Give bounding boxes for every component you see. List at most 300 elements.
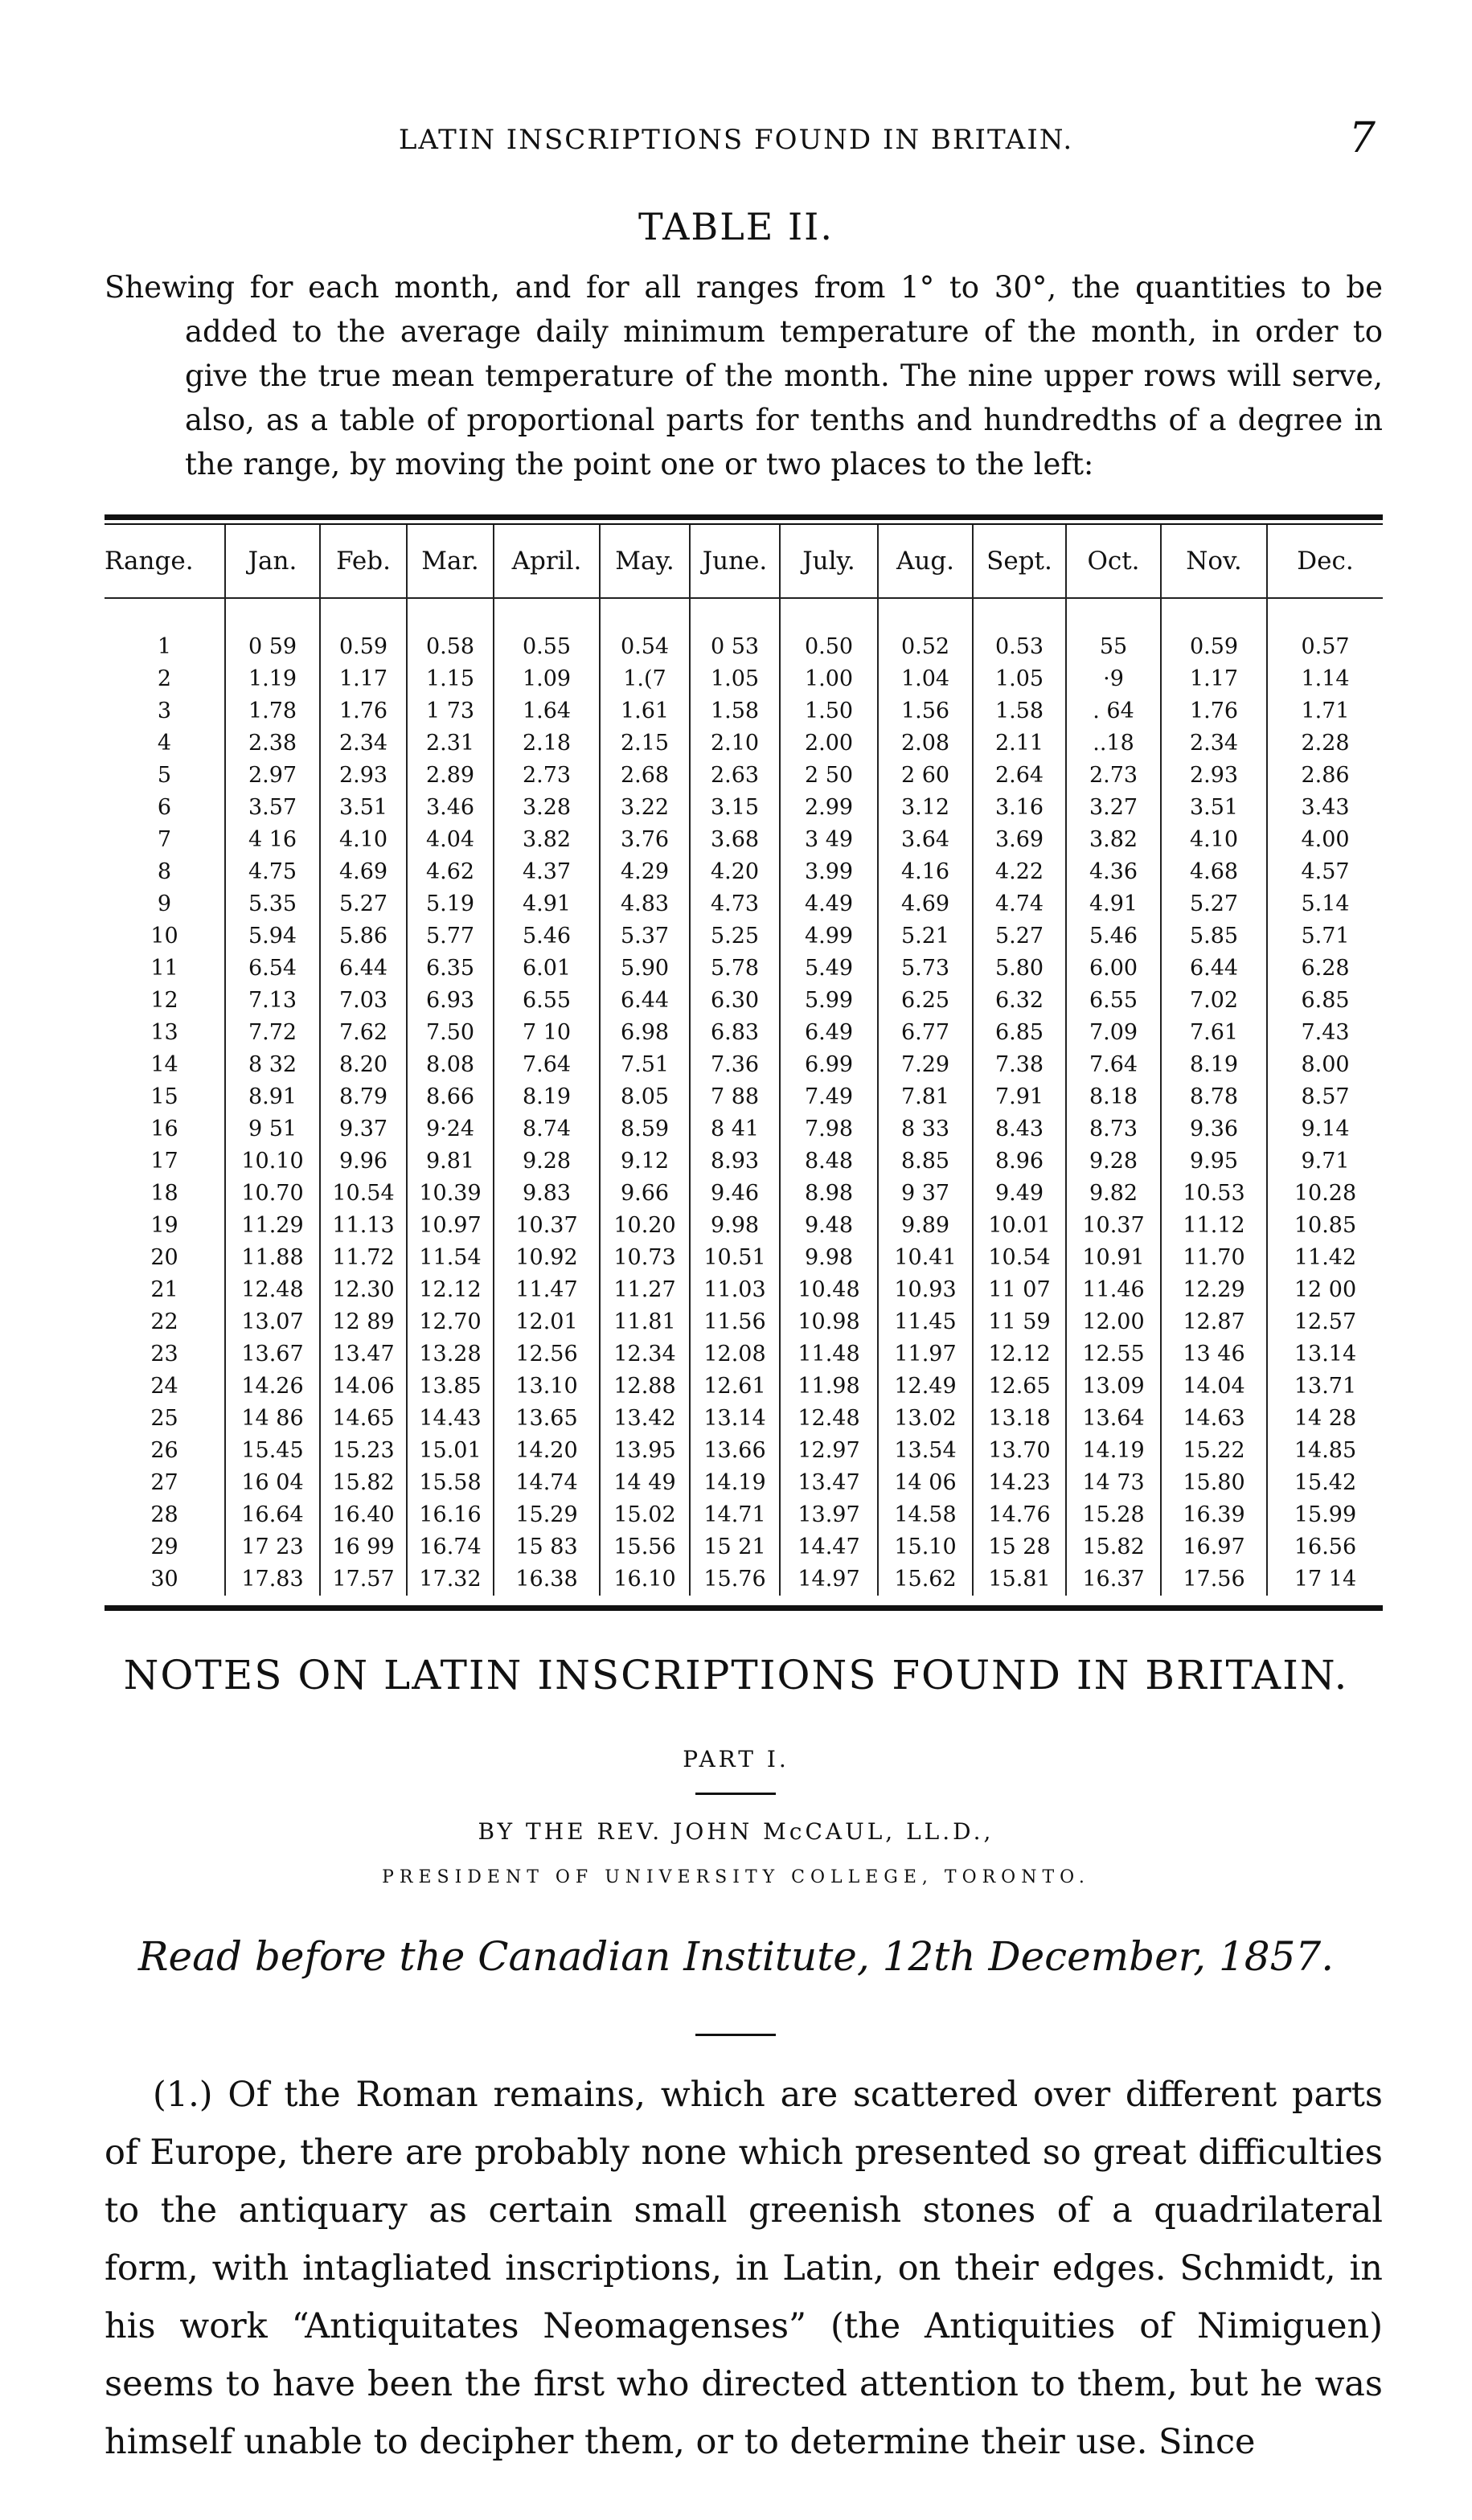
table-row	[105, 1371, 1383, 1403]
value-cell: 15.02	[600, 1499, 690, 1531]
value-cell: 11.54	[407, 1242, 494, 1274]
value-cell: 5.14	[1267, 888, 1383, 920]
value-cell: 8 41	[690, 1113, 780, 1145]
table-row	[105, 1113, 1383, 1145]
value-cell: 0.58	[407, 598, 494, 663]
value-cell: 4.20	[690, 856, 780, 888]
value-cell: 14.97	[780, 1563, 878, 1596]
value-cell: 11 59	[973, 1306, 1066, 1338]
value-cell: 11.56	[690, 1306, 780, 1338]
value-cell: 4.10	[1161, 824, 1267, 856]
value-cell: 13.67	[225, 1338, 320, 1371]
value-cell: 0.54	[600, 598, 690, 663]
table-row	[105, 1017, 1383, 1049]
value-cell: 15.28	[1066, 1499, 1161, 1531]
value-cell: 12.12	[407, 1274, 494, 1306]
value-cell: 4.69	[320, 856, 407, 888]
column-header: Jan.	[225, 525, 320, 598]
value-cell: 15.29	[494, 1499, 600, 1531]
value-cell: 9.48	[780, 1210, 878, 1242]
value-cell: 2.89	[407, 760, 494, 792]
value-cell: 6.01	[494, 953, 600, 985]
range-cell: 21	[150, 1277, 178, 1302]
column-header: Sept.	[973, 525, 1066, 598]
value-cell: 9.95	[1161, 1145, 1267, 1178]
column-header: Mar.	[407, 525, 494, 598]
value-cell: 8.20	[320, 1049, 407, 1081]
value-cell: 8.78	[1161, 1081, 1267, 1113]
value-cell: 2.28	[1267, 727, 1383, 760]
value-cell: 0.52	[878, 598, 973, 663]
value-cell: 2.93	[1161, 760, 1267, 792]
value-cell: 13.54	[878, 1435, 973, 1467]
value-cell: 14 49	[600, 1467, 690, 1499]
value-cell: 13.09	[1066, 1371, 1161, 1403]
table-row	[105, 888, 1383, 920]
value-cell: 14.85	[1267, 1435, 1383, 1467]
table-row	[105, 727, 1383, 760]
range-cell: 22	[150, 1309, 178, 1334]
article-title: NOTES ON LATIN INSCRIPTIONS FOUND IN BRITAIN.	[123, 1652, 1349, 1698]
value-cell: 6.49	[780, 1017, 878, 1049]
value-cell: 9.83	[494, 1178, 600, 1210]
value-cell: 7.91	[973, 1081, 1066, 1113]
value-cell: 4.57	[1267, 856, 1383, 888]
table-row	[105, 1499, 1383, 1531]
value-cell: 12.30	[320, 1274, 407, 1306]
column-header: Aug.	[878, 525, 973, 598]
value-cell: 14.76	[973, 1499, 1066, 1531]
value-cell: 12.01	[494, 1306, 600, 1338]
value-cell: 8.96	[973, 1145, 1066, 1178]
value-cell: 5.49	[780, 953, 878, 985]
article-part: PART I.	[683, 1746, 789, 1772]
value-cell: 8.66	[407, 1081, 494, 1113]
table-row	[105, 1403, 1383, 1435]
value-cell: 10.28	[1267, 1178, 1383, 1210]
value-cell: 16.97	[1161, 1531, 1267, 1563]
table-row	[105, 824, 1383, 856]
value-cell: 12.00	[1066, 1306, 1161, 1338]
value-cell: 16.74	[407, 1531, 494, 1563]
value-cell: 15.82	[320, 1467, 407, 1499]
value-cell: 8.00	[1267, 1049, 1383, 1081]
value-cell: 9.89	[878, 1210, 973, 1242]
value-cell: 0.59	[1161, 598, 1267, 663]
value-cell: 5.99	[780, 985, 878, 1017]
value-cell: 12.56	[494, 1338, 600, 1371]
value-cell: 4.91	[494, 888, 600, 920]
value-cell: 3.82	[1066, 824, 1161, 856]
value-cell: 9.46	[690, 1178, 780, 1210]
column-header: Range.	[105, 525, 225, 598]
value-cell: 4.69	[878, 888, 973, 920]
value-cell: 13.28	[407, 1338, 494, 1371]
value-cell: 9.82	[1066, 1178, 1161, 1210]
value-cell: 4.04	[407, 824, 494, 856]
range-cell: 4	[157, 731, 172, 756]
value-cell: 7.98	[780, 1113, 878, 1145]
value-cell: 6.83	[690, 1017, 780, 1049]
value-cell: 3.22	[600, 792, 690, 824]
value-cell: 9.71	[1267, 1145, 1383, 1178]
value-cell: 2.08	[878, 727, 973, 760]
value-cell: 15.99	[1267, 1499, 1383, 1531]
value-cell: 7.61	[1161, 1017, 1267, 1049]
value-cell: 6.98	[600, 1017, 690, 1049]
page-number: 7	[1348, 114, 1376, 162]
range-cell: 3	[157, 699, 172, 723]
value-cell: 10.10	[225, 1145, 320, 1178]
value-cell: 1.17	[320, 663, 407, 695]
range-cell: 17	[150, 1149, 178, 1174]
table-header-row	[105, 525, 1383, 598]
value-cell: 1.58	[690, 695, 780, 727]
value-cell: 6.28	[1267, 953, 1383, 985]
value-cell: 10.39	[407, 1178, 494, 1210]
value-cell: 14.58	[878, 1499, 973, 1531]
value-cell: 3.69	[973, 824, 1066, 856]
value-cell: 1.(7	[600, 663, 690, 695]
value-cell: 5.90	[600, 953, 690, 985]
value-cell: 8.05	[600, 1081, 690, 1113]
value-cell: 1.14	[1267, 663, 1383, 695]
value-cell: 10.54	[320, 1178, 407, 1210]
value-cell: 11.97	[878, 1338, 973, 1371]
value-cell: 7 88	[690, 1081, 780, 1113]
value-cell: 12 00	[1267, 1274, 1383, 1306]
table-row	[105, 1531, 1383, 1563]
value-cell: 9.36	[1161, 1113, 1267, 1145]
value-cell: 3.99	[780, 856, 878, 888]
value-cell: 2.10	[690, 727, 780, 760]
value-cell: 7.72	[225, 1017, 320, 1049]
value-cell: 17.83	[225, 1563, 320, 1596]
value-cell: 3.64	[878, 824, 973, 856]
value-cell: 7.43	[1267, 1017, 1383, 1049]
value-cell: 2.34	[320, 727, 407, 760]
value-cell: 5.71	[1267, 920, 1383, 953]
value-cell: 10.54	[973, 1242, 1066, 1274]
value-cell: 14.63	[1161, 1403, 1267, 1435]
value-cell: 5.85	[1161, 920, 1267, 953]
value-cell: 2.34	[1161, 727, 1267, 760]
column-header: April.	[494, 525, 600, 598]
value-cell: 17 23	[225, 1531, 320, 1563]
value-cell: 15.82	[1066, 1531, 1161, 1563]
value-cell: 5.73	[878, 953, 973, 985]
range-cell: 6	[157, 795, 172, 820]
value-cell: 16.37	[1066, 1563, 1161, 1596]
range-cell: 24	[150, 1374, 178, 1399]
value-cell: 6.00	[1066, 953, 1161, 985]
value-cell: 1.61	[600, 695, 690, 727]
paragraph-1: (1.) Of the Roman remains, which are scattered over different parts of Europe, there are probably none which presented so great difficulties to the antiquary as certain small greenish stones of a quadrilateral form, with intagliated inscriptions, in Latin, on their edges. Schmidt, in his work “Antiquitates Neomagenses” (the Antiquities of Nimiguen) seems to have been the first who directed attention to them, but he was himself unable to decipher them, or to determine their use. Since	[105, 2075, 1383, 2462]
column-header: Nov.	[1161, 525, 1267, 598]
value-cell: 10.48	[780, 1274, 878, 1306]
value-cell: 4.68	[1161, 856, 1267, 888]
value-cell: 7.49	[780, 1081, 878, 1113]
table-row	[105, 953, 1383, 985]
value-cell: 13.47	[320, 1338, 407, 1371]
range-cell: 11	[150, 956, 178, 981]
value-cell: 5.27	[973, 920, 1066, 953]
value-cell: 14.65	[320, 1403, 407, 1435]
value-cell: 9.98	[690, 1210, 780, 1242]
value-cell: ·9	[1066, 663, 1161, 695]
value-cell: 0.57	[1267, 598, 1383, 663]
value-cell: 1.04	[878, 663, 973, 695]
value-cell: 7.36	[690, 1049, 780, 1081]
value-cell: 5.78	[690, 953, 780, 985]
value-cell: 6.55	[1066, 985, 1161, 1017]
value-cell: 10.91	[1066, 1242, 1161, 1274]
table-row	[105, 1049, 1383, 1081]
value-cell: 5.77	[407, 920, 494, 953]
table-row	[105, 1274, 1383, 1306]
value-cell: 11.47	[494, 1274, 600, 1306]
range-cell: 13	[150, 1020, 178, 1045]
value-cell: 4.00	[1267, 824, 1383, 856]
value-cell: 9.66	[600, 1178, 690, 1210]
running-title: LATIN INSCRIPTIONS FOUND IN BRITAIN.	[398, 124, 1074, 156]
value-cell: 12.65	[973, 1371, 1066, 1403]
value-cell: 5.19	[407, 888, 494, 920]
value-cell: 9.98	[780, 1242, 878, 1274]
value-cell: 11.81	[600, 1306, 690, 1338]
value-cell: 2.64	[973, 760, 1066, 792]
value-cell: 13.70	[973, 1435, 1066, 1467]
range-cell: 8	[157, 859, 172, 884]
value-cell: 6.55	[494, 985, 600, 1017]
value-cell: 15.42	[1267, 1467, 1383, 1499]
value-cell: 12.97	[780, 1435, 878, 1467]
value-cell: 9 37	[878, 1178, 973, 1210]
value-cell: 6.85	[973, 1017, 1066, 1049]
value-cell: 9.37	[320, 1113, 407, 1145]
value-cell: 9.49	[973, 1178, 1066, 1210]
value-cell: 7.64	[1066, 1049, 1161, 1081]
value-cell: 12.61	[690, 1371, 780, 1403]
table-row	[105, 663, 1383, 695]
range-cell: 1	[157, 634, 172, 659]
value-cell: 10.01	[973, 1210, 1066, 1242]
value-cell: 10.37	[1066, 1210, 1161, 1242]
value-cell: 15.58	[407, 1467, 494, 1499]
value-cell: 15.45	[225, 1435, 320, 1467]
value-cell: 17.32	[407, 1563, 494, 1596]
value-cell: 14 73	[1066, 1467, 1161, 1499]
value-cell: 1.71	[1267, 695, 1383, 727]
value-cell: 0.59	[320, 598, 407, 663]
author-affiliation: PRESIDENT OF UNIVERSITY COLLEGE, TORONTO.	[382, 1867, 1090, 1887]
value-cell: 3.82	[494, 824, 600, 856]
value-cell: 8.18	[1066, 1081, 1161, 1113]
value-cell: 15 28	[973, 1531, 1066, 1563]
value-cell: 4.62	[407, 856, 494, 888]
value-cell: 1.76	[320, 695, 407, 727]
table-caption	[105, 265, 1383, 486]
value-cell: 6.77	[878, 1017, 973, 1049]
article-author: BY THE REV. JOHN McCAUL, LL.D.,	[478, 1818, 994, 1845]
value-cell: 3 49	[780, 824, 878, 856]
value-cell: 2.73	[494, 760, 600, 792]
value-cell: 7.29	[878, 1049, 973, 1081]
value-cell: 3.28	[494, 792, 600, 824]
value-cell: 16.40	[320, 1499, 407, 1531]
value-cell: 8.91	[225, 1081, 320, 1113]
value-cell: 7.51	[600, 1049, 690, 1081]
value-cell: 2.93	[320, 760, 407, 792]
value-cell: 11.29	[225, 1210, 320, 1242]
value-cell: 11.27	[600, 1274, 690, 1306]
value-cell: 1.09	[494, 663, 600, 695]
value-cell: 13.14	[1267, 1338, 1383, 1371]
value-cell: 10.73	[600, 1242, 690, 1274]
value-cell: 9.12	[600, 1145, 690, 1178]
value-cell: 2.68	[600, 760, 690, 792]
value-cell: 14 28	[1267, 1403, 1383, 1435]
value-cell: 1.64	[494, 695, 600, 727]
table-row	[105, 1178, 1383, 1210]
table-row	[105, 1563, 1383, 1596]
value-cell: 2.31	[407, 727, 494, 760]
value-cell: 16.38	[494, 1563, 600, 1596]
value-cell: 16 04	[225, 1467, 320, 1499]
range-cell: 28	[150, 1502, 178, 1527]
value-cell: 13.65	[494, 1403, 600, 1435]
value-cell: 1.00	[780, 663, 878, 695]
table-row	[105, 1145, 1383, 1178]
value-cell: 6.25	[878, 985, 973, 1017]
short-divider	[695, 1793, 776, 1795]
value-cell: 12.55	[1066, 1338, 1161, 1371]
value-cell: 2.38	[225, 727, 320, 760]
value-cell: 1.76	[1161, 695, 1267, 727]
range-cell: 27	[150, 1470, 178, 1495]
value-cell: 2.11	[973, 727, 1066, 760]
value-cell: 6.93	[407, 985, 494, 1017]
value-cell: 10.70	[225, 1178, 320, 1210]
value-cell: 12 89	[320, 1306, 407, 1338]
value-cell: 14.06	[320, 1371, 407, 1403]
table-row	[105, 1306, 1383, 1338]
range-cell: 19	[150, 1213, 178, 1238]
value-cell: 10.97	[407, 1210, 494, 1242]
value-cell: 9.81	[407, 1145, 494, 1178]
value-cell: 11.70	[1161, 1242, 1267, 1274]
value-cell: 2 60	[878, 760, 973, 792]
value-cell: 15 83	[494, 1531, 600, 1563]
table-title: TABLE II.	[638, 205, 834, 248]
value-cell: 10.51	[690, 1242, 780, 1274]
value-cell: 17.56	[1161, 1563, 1267, 1596]
value-cell: 1.56	[878, 695, 973, 727]
value-cell: 2.63	[690, 760, 780, 792]
value-cell: 8.79	[320, 1081, 407, 1113]
value-cell: 14.26	[225, 1371, 320, 1403]
value-cell: 11.98	[780, 1371, 878, 1403]
range-cell: 12	[150, 988, 178, 1013]
value-cell: 13 46	[1161, 1338, 1267, 1371]
value-cell: 3.16	[973, 792, 1066, 824]
value-cell: 5.46	[1066, 920, 1161, 953]
value-cell: 10.85	[1267, 1210, 1383, 1242]
value-cell: 16.64	[225, 1499, 320, 1531]
value-cell: 15.80	[1161, 1467, 1267, 1499]
value-cell: 3.46	[407, 792, 494, 824]
value-cell: 5.37	[600, 920, 690, 953]
value-cell: 5.25	[690, 920, 780, 953]
value-cell: 16.56	[1267, 1531, 1383, 1563]
value-cell: 6.35	[407, 953, 494, 985]
value-cell: 14.04	[1161, 1371, 1267, 1403]
value-cell: 11.46	[1066, 1274, 1161, 1306]
value-cell: 8.48	[780, 1145, 878, 1178]
value-cell: 5.27	[1161, 888, 1267, 920]
value-cell: 2 50	[780, 760, 878, 792]
value-cell: 1.78	[225, 695, 320, 727]
value-cell: 8.19	[1161, 1049, 1267, 1081]
value-cell: 5.35	[225, 888, 320, 920]
value-cell: 8.85	[878, 1145, 973, 1178]
value-cell: 7.09	[1066, 1017, 1161, 1049]
value-cell: 6.32	[973, 985, 1066, 1017]
value-cell: 2.97	[225, 760, 320, 792]
value-cell: 7 10	[494, 1017, 600, 1049]
value-cell: 1.15	[407, 663, 494, 695]
table-row	[105, 598, 1383, 663]
value-cell: 15.22	[1161, 1435, 1267, 1467]
value-cell: 3.51	[320, 792, 407, 824]
value-cell: 12.87	[1161, 1306, 1267, 1338]
value-cell: 8.19	[494, 1081, 600, 1113]
value-cell: 14.19	[1066, 1435, 1161, 1467]
value-cell: ..18	[1066, 727, 1161, 760]
table-row	[105, 856, 1383, 888]
value-cell: 7.81	[878, 1081, 973, 1113]
table-row	[105, 792, 1383, 824]
value-cell: 4.75	[225, 856, 320, 888]
value-cell: 15.10	[878, 1531, 973, 1563]
value-cell: 12.57	[1267, 1306, 1383, 1338]
column-header: Oct.	[1066, 525, 1161, 598]
value-cell: 14.47	[780, 1531, 878, 1563]
value-cell: 7.62	[320, 1017, 407, 1049]
value-cell: 8.43	[973, 1113, 1066, 1145]
value-cell: 12.34	[600, 1338, 690, 1371]
value-cell: 10.20	[600, 1210, 690, 1242]
value-cell: 4.36	[1066, 856, 1161, 888]
temperature-table	[105, 525, 1383, 1596]
value-cell: 5.94	[225, 920, 320, 953]
value-cell: 9·24	[407, 1113, 494, 1145]
value-cell: 3.76	[600, 824, 690, 856]
value-cell: 2.00	[780, 727, 878, 760]
table-caption-text: Shewing for each month, and for all ranges from 1° to 30°, the quantities to be added to the average daily minimum temperature of the month, in order to give the true mean temperature of the month. The nine upper rows will serve, also, as a table of proportional parts for tenths and hundredths of a degree in the range, by moving the point one or two places to the left:	[105, 270, 1383, 481]
column-header: Dec.	[1267, 525, 1383, 598]
value-cell: 15.23	[320, 1435, 407, 1467]
range-cell: 7	[157, 827, 172, 852]
value-cell: 8.93	[690, 1145, 780, 1178]
value-cell: 2.86	[1267, 760, 1383, 792]
value-cell: 12.08	[690, 1338, 780, 1371]
value-cell: 6.99	[780, 1049, 878, 1081]
value-cell: 4.22	[973, 856, 1066, 888]
value-cell: 13.02	[878, 1403, 973, 1435]
value-cell: 5.27	[320, 888, 407, 920]
value-cell: 14.20	[494, 1435, 600, 1467]
